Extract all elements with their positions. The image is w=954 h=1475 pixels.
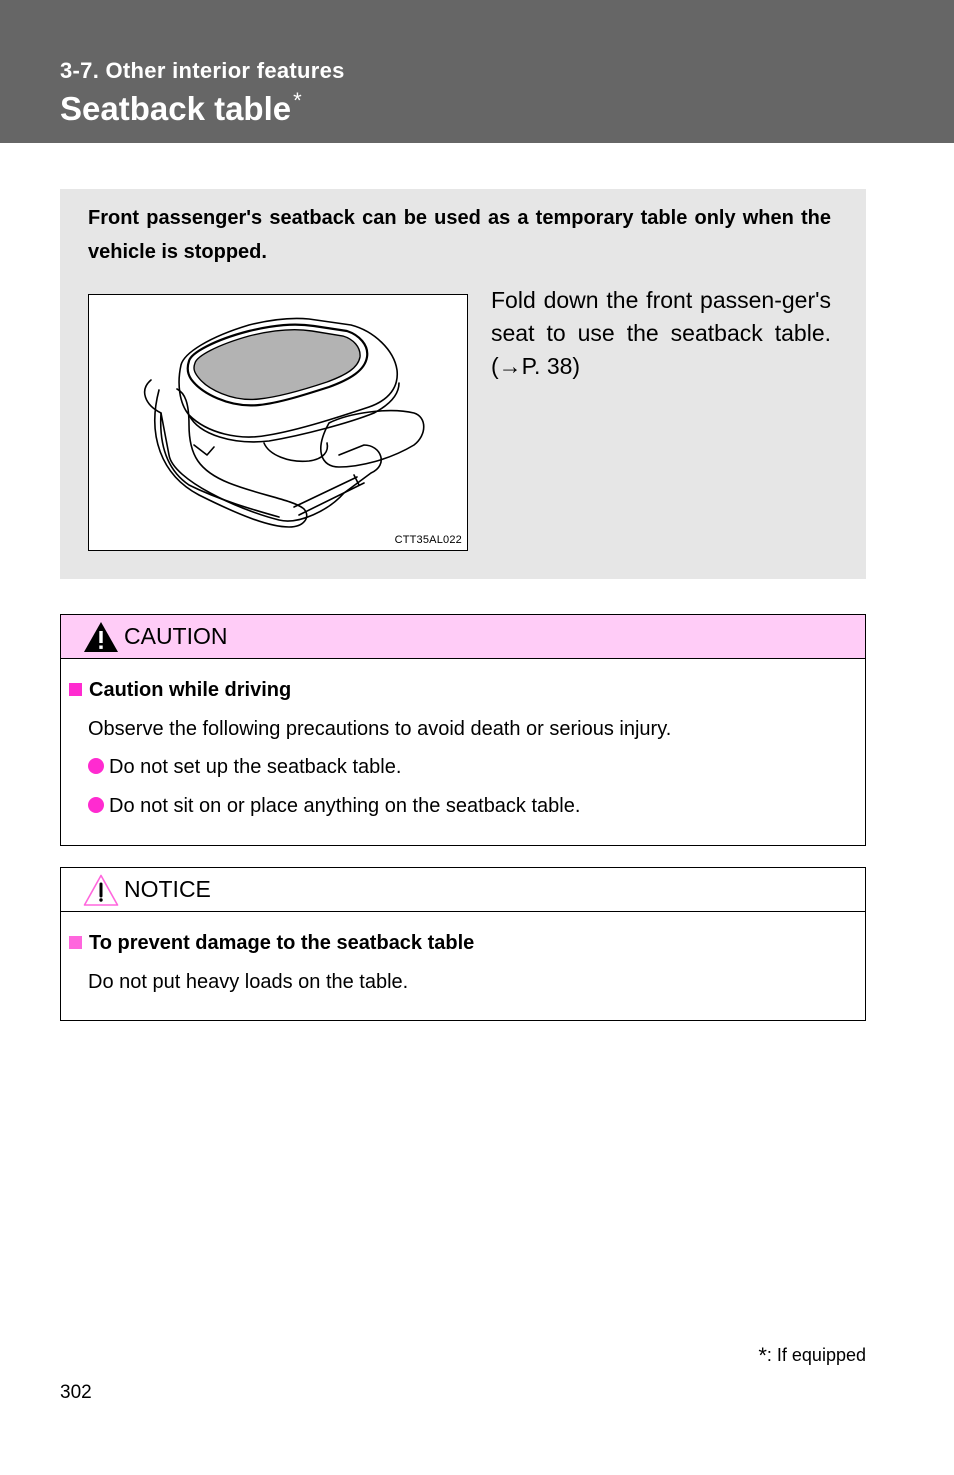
notice-label: NOTICE — [124, 876, 211, 902]
figure-code: CTT35AL022 — [394, 534, 462, 546]
circle-bullet-icon — [88, 797, 104, 813]
warning-triangle-filled-icon — [82, 620, 120, 654]
page-reference-link[interactable]: P. 38) — [521, 353, 581, 379]
caution-heading — [69, 679, 291, 702]
circle-bullet-icon — [88, 758, 104, 774]
footnote-text: : If equipped — [766, 1345, 866, 1365]
page-title — [60, 90, 302, 128]
caution-paragraph: Observe the following precautions to avoid death or serious injury. — [88, 718, 672, 740]
seat-drawing — [89, 295, 469, 552]
list-item — [88, 795, 580, 818]
list-item-text: Do not sit on or place anything on the seatback table. — [109, 795, 581, 817]
seatback-table-illustration — [88, 294, 468, 551]
page-header — [0, 0, 954, 143]
caution-box — [60, 614, 866, 846]
caution-heading-text: Caution while driving — [89, 679, 292, 701]
footnote-mark: * — [758, 1343, 767, 1368]
notice-box — [60, 867, 866, 1021]
notice-header — [61, 868, 865, 912]
square-icon — [69, 683, 82, 696]
intro-box — [60, 189, 866, 579]
notice-heading — [69, 932, 474, 955]
warning-triangle-outline-icon — [82, 873, 120, 907]
notice-heading-text: To prevent damage to the seatback table — [89, 932, 475, 954]
intro-body — [491, 284, 831, 383]
notice-paragraph: Do not put heavy loads on the table. — [88, 971, 409, 993]
page-number: 302 — [60, 1382, 92, 1403]
section-label: 3-7. Other interior features — [60, 58, 345, 83]
arrow-icon: → — [498, 353, 522, 379]
footnote — [758, 1343, 866, 1369]
page-title-text: Seatback table — [60, 90, 292, 127]
square-icon — [69, 936, 82, 949]
caution-label: CAUTION — [124, 623, 228, 649]
intro-body-text: Fold down the front passen-ger's seat to use the seatback table. ( — [491, 287, 831, 379]
intro-lead: Front passenger's seatback can be used as a temporary table only when the vehicle is stopped. — [88, 207, 831, 263]
caution-header — [61, 615, 865, 659]
list-item — [88, 756, 401, 779]
list-item-text: Do not set up the seatback table. — [109, 756, 402, 778]
equipped-mark: * — [293, 88, 302, 113]
